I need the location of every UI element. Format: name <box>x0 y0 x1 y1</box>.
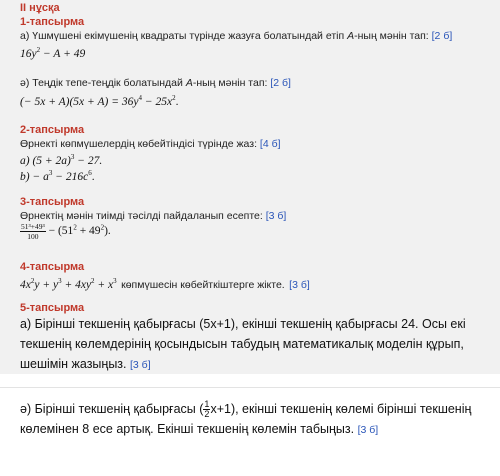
task5-b-points: [3 б] <box>357 424 379 437</box>
task2-title: 2-тапсырма <box>20 124 85 136</box>
task1-b-expression: (− $5x + A)(5x + A) = 36y^4 - 25x^2$. <box>20 94 179 108</box>
task5-title: 5-тапсырма <box>20 302 85 314</box>
task1-a-text: а) Үшмүшені екімүшенің квадраты түрінде жазуға болатындай етіп A-ның мәнін тап: [2 б] <box>20 30 453 42</box>
task2-text: Өрнекті көпмүшелердің көбейтіндісі түрінде жаз: [4 б] <box>20 138 281 150</box>
task3-points: [3 б] <box>265 210 287 222</box>
task1-a-expression: $16y^2 - A + 49$ <box>20 46 86 60</box>
task5-a-points: [3 б] <box>130 359 151 371</box>
task3-text: Өрнектің мәнін тиімді тәсілді пайдаланып есепте: [3 б] <box>20 210 287 222</box>
task3-title: 3-тапсырма <box>20 196 85 208</box>
task1-b-points: [2 б] <box>270 77 291 89</box>
task1-title: 1-тапсырма <box>20 16 85 28</box>
task2-b-expression: $b) - a^3 - 216c^6$. <box>20 169 95 183</box>
task1-a-points: [2 б] <box>431 30 453 42</box>
task2-points: [4 б] <box>259 138 281 150</box>
task5-b-fraction: $\frac{1}{2}$ <box>204 399 210 420</box>
variant-title: ІІ нұсқа <box>20 2 60 14</box>
task3-fraction: $\frac{\text{51³+49³}}{100}$ <box>21 222 45 241</box>
task5-a-text: а) Бірінші текшенің қабырғасы (5x+1), екінші текшенің қабырғасы 24. Осы екі текшенің көлемдерінің қосындысын табудың математикалық моделін құрып, шешімін жазыңыз. [3 б] <box>20 317 466 371</box>
task3-expression: $\frac{\text{51³+49³}}{100}$ − $(51^2 + 49^2)$. <box>21 222 111 241</box>
task4-line: $4x^2y + y^3 + 4xy^2 + x^3$ көпмүшесін көбейткіштерге жікте. [3 б] <box>20 277 310 291</box>
task4-title: 4-тапсырма <box>20 261 85 273</box>
task2-a-expression: а) $(5 + 2a)^3 - 27$. <box>20 153 103 167</box>
task1-b-text: ә) Теңдік тепе-теңдік болатындай A-ның мәнін тап: [2 б] <box>20 77 291 89</box>
task5-b-text: ә) Бірінші текшенің қабырғасы ( $\frac{1}{2}x+1$), екінші текшенің көлемі бірінші текшенің көлемінен 8 есе артық. Екінші текшенің көлемін табыңыз. [3 б] <box>20 399 472 437</box>
task5-b-card <box>0 387 500 460</box>
task4-points: [3 б] <box>289 279 310 291</box>
